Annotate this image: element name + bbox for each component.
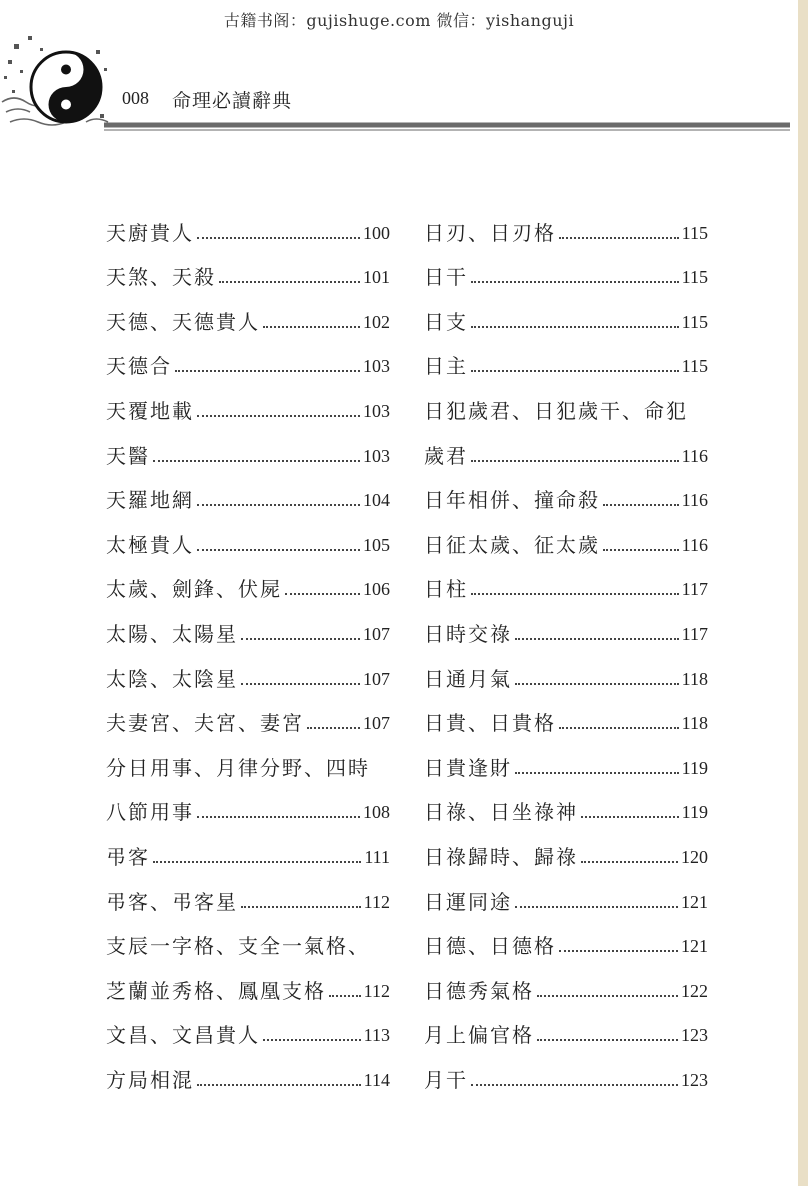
toc-entry (106, 824, 390, 869)
yin-yang-header-graphic (0, 30, 798, 140)
toc-entry-title: 日時交祿 (424, 621, 512, 646)
toc-entry (424, 289, 708, 334)
toc-leader-dots (175, 370, 360, 372)
toc-entry (424, 200, 708, 245)
toc-entry (424, 1047, 708, 1092)
toc-entry-page: 101 (363, 267, 390, 288)
toc-entry (106, 378, 390, 423)
toc-leader-dots (559, 727, 679, 729)
toc-entry-page: 113 (363, 1025, 390, 1046)
toc-entry-page: 108 (363, 802, 390, 823)
toc-entry-page: 115 (681, 222, 708, 243)
toc-entry-page: 107 (363, 623, 390, 644)
yin-yang-icon (31, 52, 101, 122)
toc-entry (106, 869, 390, 914)
toc-entry-page: 102 (363, 311, 390, 332)
toc-entry-page: 119 (681, 757, 708, 778)
toc-entry-title: 太陰、太陰星 (106, 666, 238, 691)
toc-entry-title: 日祿歸時、歸祿 (424, 844, 578, 869)
toc-entry-page: 118 (681, 713, 708, 734)
toc-entry-title: 天醫 (106, 443, 150, 468)
toc-entry-title: 日貴、日貴格 (424, 711, 556, 736)
toc-leader-dots (537, 995, 678, 997)
toc-leader-dots (153, 861, 361, 863)
toc-leader-dots (197, 816, 360, 818)
toc-entry-title: 芝蘭並秀格、鳳凰支格 (106, 978, 326, 1003)
toc-entry-page: 116 (681, 445, 708, 466)
toc-entry (106, 735, 390, 780)
toc-leader-dots (153, 460, 360, 462)
toc-leader-dots (219, 281, 360, 283)
toc-leader-dots (471, 370, 679, 372)
toc-entry-title: 弔客、弔客星 (106, 889, 238, 914)
toc-entry (424, 423, 708, 468)
toc-entry-title: 日支 (424, 309, 468, 334)
toc-left-column (106, 200, 390, 1092)
toc-entry-page: 121 (681, 891, 708, 912)
toc-leader-dots (603, 549, 679, 551)
toc-entry (106, 1047, 390, 1092)
toc-entry-page: 107 (363, 668, 390, 689)
toc-entry-page: 118 (681, 668, 708, 689)
toc-entry (106, 512, 390, 557)
toc-entry (106, 958, 390, 1003)
toc-entry (424, 334, 708, 379)
toc-entry-title: 日年相併、撞命殺 (424, 488, 600, 513)
toc-entry-page: 103 (363, 400, 390, 421)
toc-entry (424, 468, 708, 513)
toc-entry-title: 月上偏官格 (424, 1023, 534, 1048)
toc-entry-title: 方局相混 (106, 1067, 194, 1092)
toc-entry (106, 334, 390, 379)
toc-entry-page: 105 (363, 534, 390, 555)
toc-entry-page: 100 (363, 222, 390, 243)
toc-entry-title: 歲君 (424, 443, 468, 468)
toc-leader-dots (197, 1084, 361, 1086)
toc-entry (106, 289, 390, 334)
toc-leader-dots (263, 1039, 361, 1041)
page-edge-strip (798, 0, 808, 1186)
toc-entry-title: 日征太歲、征太歲 (424, 532, 600, 557)
toc-leader-dots (581, 861, 678, 863)
toc-entry-page: 117 (681, 579, 708, 600)
toc-entry (424, 245, 708, 290)
toc-entry-page: 112 (363, 980, 390, 1001)
toc-entry (106, 646, 390, 691)
toc-entry (424, 646, 708, 691)
toc-entry-page: 115 (681, 311, 708, 332)
toc-entry (424, 780, 708, 825)
toc-entry-page: 123 (681, 1025, 708, 1046)
toc-entry (106, 245, 390, 290)
toc-leader-dots (515, 772, 679, 774)
toc-entry (424, 958, 708, 1003)
toc-entry-page: 122 (681, 980, 708, 1001)
toc-leader-dots (471, 1084, 678, 1086)
toc-leader-dots (515, 906, 678, 908)
toc-entry-title: 日祿、日坐祿神 (424, 800, 578, 825)
toc-entry-page: 121 (681, 936, 708, 957)
toc-leader-dots (241, 683, 360, 685)
toc-leader-dots (285, 593, 360, 595)
toc-entry (106, 601, 390, 646)
toc-entry-page: 115 (681, 356, 708, 377)
toc-entry-page: 119 (681, 802, 708, 823)
toc-entry-title: 八節用事 (106, 800, 194, 825)
toc-entry (106, 557, 390, 602)
page-number: 008 (122, 88, 149, 108)
toc-entry-page: 106 (363, 579, 390, 600)
toc-entry-title: 日干 (424, 265, 468, 290)
toc-entry-title: 天羅地網 (106, 488, 194, 513)
toc-leader-dots (471, 460, 679, 462)
toc-entry-title: 夫妻宮、夫宮、妻宮 (106, 711, 304, 736)
toc-leader-dots (515, 638, 679, 640)
toc-entry-title: 日運同途 (424, 889, 512, 914)
toc-entry-page: 114 (363, 1069, 390, 1090)
toc-entry (424, 557, 708, 602)
toc-entry (424, 1003, 708, 1048)
toc-entry-page: 117 (681, 623, 708, 644)
toc-entry-title: 日刃、日刃格 (424, 220, 556, 245)
toc-entry (424, 735, 708, 780)
toc-leader-dots (581, 816, 679, 818)
toc-leader-dots (559, 950, 678, 952)
toc-entry-title: 日柱 (424, 577, 468, 602)
toc-leader-dots (197, 549, 360, 551)
toc-entry-page: 116 (681, 534, 708, 555)
toc-entry-title: 月干 (424, 1067, 468, 1092)
toc-entry-title: 日德、日德格 (424, 934, 556, 959)
toc-leader-dots (307, 727, 360, 729)
toc-entry (106, 1003, 390, 1048)
toc-entry-title: 文昌、文昌貴人 (106, 1023, 260, 1048)
toc-entry-title: 天覆地載 (106, 398, 194, 423)
watermark-text: 古籍书阁：gujishuge.com 微信：yishanguji (223, 11, 575, 30)
toc-leader-dots (241, 638, 360, 640)
toc-entry-page: 103 (363, 356, 390, 377)
toc-entry-page: 120 (681, 846, 708, 867)
toc-entry-title: 天煞、天殺 (106, 265, 216, 290)
toc-entry (424, 914, 708, 959)
toc-leader-dots (471, 593, 679, 595)
toc-entry-title: 太歲、劍鋒、伏屍 (106, 577, 282, 602)
toc-entry-page: 116 (681, 490, 708, 511)
toc-leader-dots (241, 906, 361, 908)
toc-entry (424, 512, 708, 557)
toc-entry (424, 869, 708, 914)
toc-entry-page: 103 (363, 445, 390, 466)
toc-entry-page: 107 (363, 713, 390, 734)
book-title: 命理必讀辭典 (172, 90, 293, 112)
toc-entry-page: 123 (681, 1069, 708, 1090)
toc-entry (424, 601, 708, 646)
toc-entry-title: 弔客 (106, 844, 150, 869)
toc-leader-dots (603, 504, 679, 506)
toc-entry (424, 824, 708, 869)
toc-entry (424, 691, 708, 736)
toc-entry (106, 780, 390, 825)
toc-entry (106, 423, 390, 468)
toc-entry-title: 天德合 (106, 354, 172, 379)
toc-entry-title: 日貴逢財 (424, 755, 512, 780)
toc-entry-title: 天德、天德貴人 (106, 309, 260, 334)
toc-entry-page: 115 (681, 267, 708, 288)
toc-entry-title: 日主 (424, 354, 468, 379)
toc-leader-dots (197, 504, 360, 506)
toc-leader-dots (329, 995, 361, 997)
toc-entry-title: 太陽、太陽星 (106, 621, 238, 646)
toc-entry-page: 111 (364, 846, 390, 867)
toc-entry (106, 691, 390, 736)
toc-leader-dots (471, 281, 679, 283)
toc-entry-page: 104 (363, 490, 390, 511)
toc-right-column (424, 200, 708, 1092)
toc-entry-title: 日德秀氣格 (424, 978, 534, 1003)
toc-entry-title: 分日用事、月律分野、四時 (106, 755, 370, 780)
toc-leader-dots (197, 237, 360, 239)
toc-entry-title: 日通月氣 (424, 666, 512, 691)
toc-entry (424, 378, 708, 423)
toc-entry (106, 914, 390, 959)
toc-leader-dots (471, 326, 679, 328)
toc-leader-dots (559, 237, 679, 239)
toc-leader-dots (263, 326, 360, 328)
toc-entry-title: 天廚貴人 (106, 220, 194, 245)
toc-leader-dots (537, 1039, 678, 1041)
toc-entry-title: 太極貴人 (106, 532, 194, 557)
toc-entry (106, 468, 390, 513)
toc-entry-page: 112 (363, 891, 390, 912)
toc-entry-title: 日犯歲君、日犯歲干、命犯 (424, 398, 688, 423)
toc-leader-dots (515, 683, 679, 685)
toc-leader-dots (197, 415, 360, 417)
toc-entry (106, 200, 390, 245)
page-header (0, 30, 798, 140)
toc-entry-title: 支辰一字格、支全一氣格、 (106, 934, 370, 959)
